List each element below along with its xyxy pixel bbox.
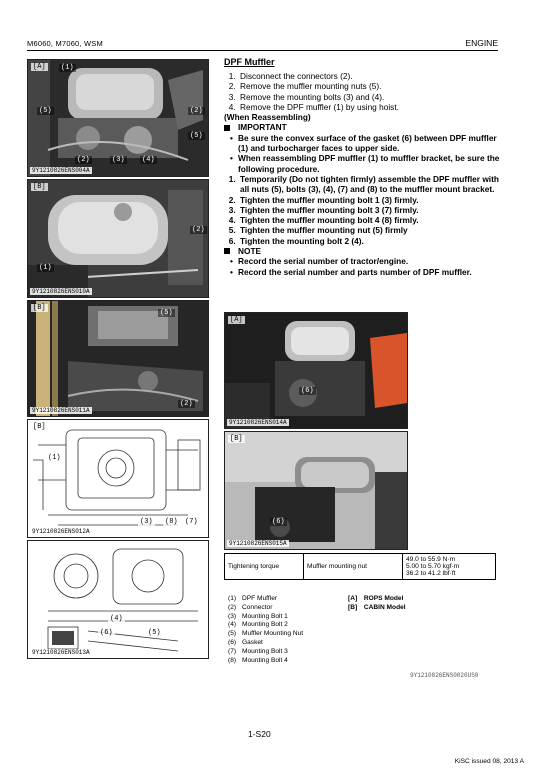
callout: (2) (192, 226, 205, 234)
step-item: 1. Disconnect the connectors (2). (238, 71, 500, 81)
step-item: 6. Tighten the mounting bolt 2 (4). (238, 236, 500, 246)
torque-values (403, 554, 496, 580)
header-model: M6060, M7060, WSM (27, 39, 103, 48)
step-item: 2. Tighten the muffler mounting bolt 1 (3) firmly. (238, 195, 500, 205)
important-item: • Be sure the convex surface of the gasket (6) between DPF muffler (1) and turbocharger faces to upper side. (238, 133, 500, 154)
figure-4-caption: 9Y1210826ENS012A (32, 528, 90, 535)
legend-item: (3) Mounting Bolt 1 (228, 612, 288, 620)
photo-figure-2 (27, 179, 209, 298)
callout: (1) (39, 264, 52, 272)
reassembly-steps (224, 174, 500, 246)
callout: (8) (165, 518, 178, 526)
legend-item: (5) Muffler Mounting Nut (228, 630, 304, 638)
document-code: 9Y1210826ENS0020US0 (410, 672, 479, 679)
note-item: • Record the serial number and parts number of DPF muffler. (238, 267, 500, 277)
figure-7-caption: 9Y1210826ENS015A (229, 540, 287, 547)
model-legend (348, 595, 406, 613)
callout: (4) (142, 156, 155, 164)
important-label: IMPORTANT (238, 122, 287, 133)
header-section: ENGINE (465, 38, 498, 48)
square-bullet-icon (224, 248, 230, 254)
figure-6-caption: 9Y1210826ENS014A (229, 419, 287, 426)
note-item: • Record the serial number of tractor/engine. (238, 256, 500, 266)
callout: (6) (100, 629, 113, 637)
figure-6-tag: [A] (230, 316, 243, 324)
legend-item: (2) Connector (228, 603, 273, 611)
legend-item: (1) DPF Muffler (228, 595, 278, 602)
step-item: 4. Remove the DPF muffler (1) by using hoist. (238, 102, 500, 112)
torque-value: 49.0 to 55.9 N·m (406, 556, 456, 563)
callout: (7) (185, 518, 198, 526)
callout: (3) (140, 518, 153, 526)
step-item: 1. Temporarily (Do not tighten firmly) assemble the DPF muffler with all nuts (5), bolts (3), (4), (7) and (8) to the muffler mount bracket. (238, 174, 500, 195)
callout: (4) (110, 615, 123, 623)
torque-value: 5.00 to 5.70 kgf·m (406, 563, 460, 570)
issued-note: KiSC issued 08, 2013 A (454, 758, 524, 765)
procedure-text (224, 71, 500, 277)
callout: (2) (77, 156, 90, 164)
important-item: • When reassembling DPF muffler (1) to muffler bracket, be sure the following procedure. (238, 153, 500, 174)
table-row (225, 554, 496, 580)
callout: (5) (160, 309, 173, 317)
figure-2-tag: [B] (33, 183, 46, 191)
photo-figure-1 (27, 59, 209, 177)
figure-1-tag: [A] (33, 63, 46, 71)
legend-item: (7) Mounting Bolt 3 (228, 647, 288, 655)
photo-figure-3 (27, 300, 209, 417)
legend-item: (6) Gasket (228, 638, 263, 646)
photo-figure-6 (224, 312, 408, 429)
figure-3-tag: [B] (33, 304, 46, 312)
header-rule (27, 50, 498, 51)
figure-5-caption: 9Y1210826ENS013A (32, 649, 90, 656)
drawing-figure-4 (27, 419, 209, 538)
callout: (5) (39, 107, 52, 115)
figure-4-tag: [B] (33, 423, 46, 431)
section-title: DPF Muffler (224, 57, 275, 67)
important-list (224, 133, 500, 174)
figure-3-caption: 9Y1210826ENS011A (32, 407, 90, 414)
step-item: 2. Remove the muffler mounting nuts (5). (238, 81, 500, 91)
removal-steps (224, 71, 500, 112)
figure-7-tag: [B] (230, 435, 243, 443)
figure-2-caption: 9Y1210826ENS010A (32, 288, 90, 295)
drawing-figure-5 (27, 540, 209, 659)
torque-label: Tightening torque (225, 554, 304, 580)
legend-item: (4) Mounting Bolt 2 (228, 621, 288, 629)
reassembling-heading: (When Reassembling) (224, 112, 311, 123)
legend-item: (8) Mounting Bolt 4 (228, 656, 288, 664)
parts-legend (228, 595, 303, 665)
callout: (2) (190, 107, 203, 115)
note-label: NOTE (238, 246, 262, 257)
callout: (6) (301, 387, 314, 395)
callout: (3) (112, 156, 125, 164)
photo-figure-7 (224, 431, 408, 550)
square-bullet-icon (224, 125, 230, 131)
torque-table (224, 553, 496, 580)
callout: (1) (48, 454, 61, 462)
model-item: [A] ROPS Model (348, 595, 404, 602)
note-heading (224, 246, 500, 256)
note-list (224, 256, 500, 277)
callout: (1) (61, 64, 74, 72)
step-item: 5. Tighten the muffler mounting nut (5) firmly (238, 225, 500, 235)
step-item: 4. Tighten the muffler mounting bolt 4 (8) firmly. (238, 215, 500, 225)
figure-1-caption: 9Y1210826ENS004A (32, 167, 90, 174)
callout: (5) (148, 629, 161, 637)
callout: (2) (180, 400, 193, 408)
torque-item: Muffler mounting nut (304, 554, 403, 580)
page-number: 1-S20 (248, 729, 271, 739)
important-heading (224, 122, 500, 132)
callout: (6) (272, 518, 285, 526)
model-item: [B] CABIN Model (348, 603, 406, 611)
step-item: 3. Tighten the muffler mounting bolt 3 (7) firmly. (238, 205, 500, 215)
step-item: 3. Remove the mounting bolts (3) and (4). (238, 92, 500, 102)
callout: (5) (190, 132, 203, 140)
torque-value: 36.2 to 41.2 lbf·ft (406, 570, 456, 577)
